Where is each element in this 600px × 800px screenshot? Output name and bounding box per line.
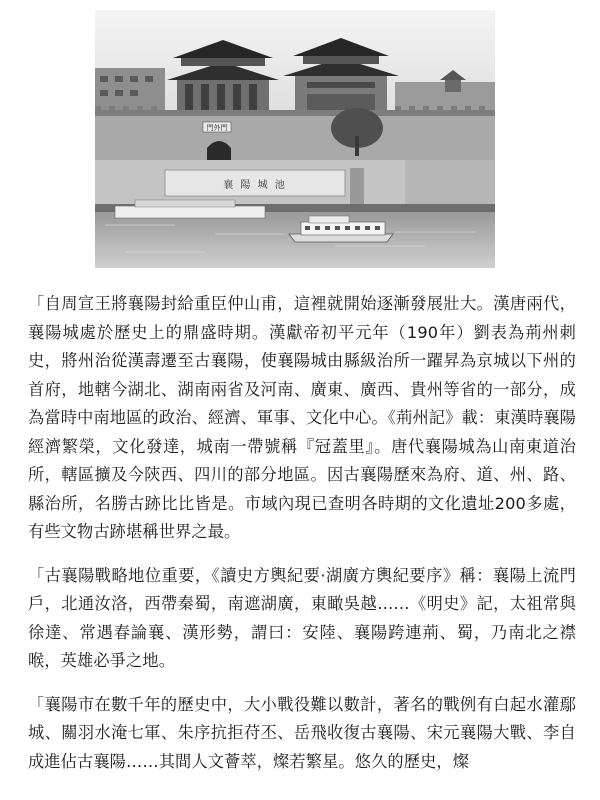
city-wall [95,114,495,168]
wall-inscription: 襄 陽 城 池 [223,180,287,191]
paragraph-history: 「自周宣王將襄陽封給重臣仲山甫，這裡就開始逐漸發展壯大。漢唐兩代，襄陽城處於歷史上的鼎盛時期。漢獻帝初平元年（190年）劉表為荊州刺史，將州治從漢壽遷至古襄陽，使襄陽城由縣級治所一躍昇為京城以下州的首府，地轄今湖北、湖南兩省及河南、廣東、廣西、貴州等省的一部分，成為當時中南地區的政治、經濟、軍事、文化中心。《荊州記》載：東漢時襄陽經濟繁榮，文化發達，城南一帶號稱『冠蓋里』。唐代襄陽城為山南東道治所，轄區擴及今陝西、四川的部分地區。因古襄陽歷來為府、道、州、路、縣治所，名勝古跡比比皆是。市域內現已查明各時期的文化遺址200多處，有些文物古跡堪稱世界之最。 [28,294,576,541]
paragraph-battles: 「襄陽市在數千年的歷史中，大小戰役難以數計，著名的戰例有白起水灌鄢城、關羽水淹七軍、朱序抗拒苻丕、岳飛收復古襄陽、宋元襄陽大戰、李自成進佔古襄陽……其間人文薈萃，燦若繁星。悠久的歷史，燦 [28,694,576,771]
paragraph-strategic-position: 「古襄陽戰略地位重要，《讀史方輿紀要·湖廣方輿紀要序》稱：襄陽上流門戶，北通汝洛，西帶秦蜀，南遮湖廣，東瞰吳越……《明史》記，太祖常與徐達、常遇春論襄、漢形勢，謂曰：安陸、襄陽跨連荊、蜀，乃南北之襟喉，英雄必爭之地。 [28,565,576,670]
article-body [28,290,576,791]
xiangyang-city-photo [95,10,495,268]
gate-plaque-text: 門外門 [206,124,228,132]
xiangyang-gate-illustration [95,10,495,268]
